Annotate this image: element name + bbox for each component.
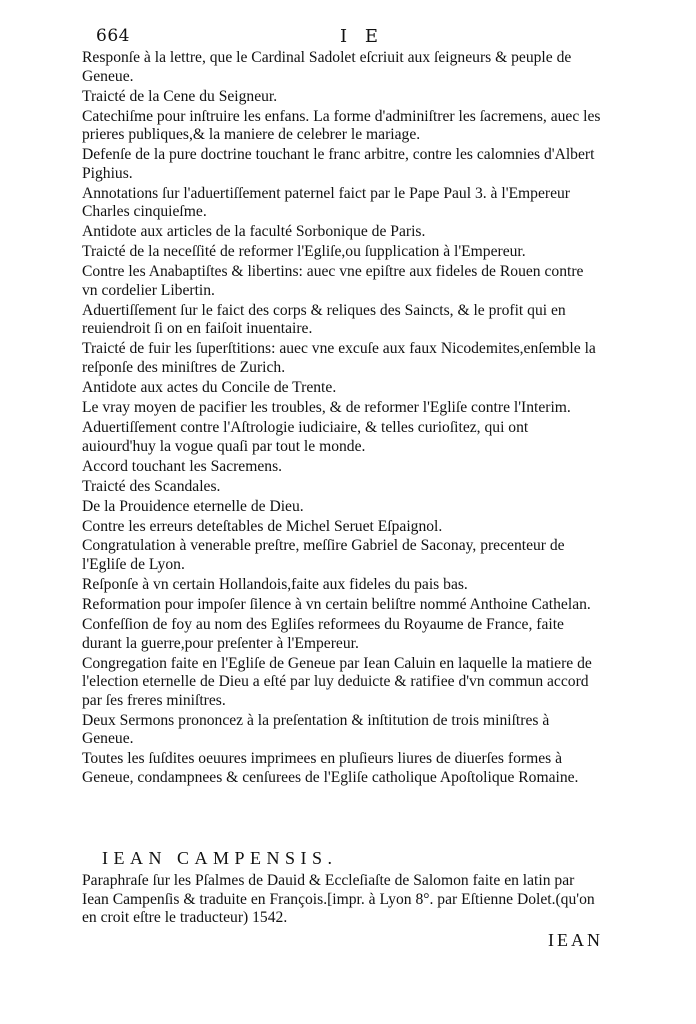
- bibliography-entry: Accord touchant les Sacremens.: [82, 457, 283, 475]
- bibliography-entry: Toutes les ſuſdites oeuures imprimees en pluſieurs liures de diuerſes formes à Geneue, condampnees & cenſurees de l'Egliſe catholique Apoſtolique Romaine.: [82, 750, 579, 786]
- bibliography-entry: De la Prouidence eternelle de Dieu.: [82, 497, 304, 515]
- bibliography-entry: Aduertiſſement ſur le faict des corps & reliques des Saincts, & le profit qui en reuiendroit ſi on en faiſoit inuentaire.: [82, 301, 566, 338]
- bibliography-entry: Catechiſme pour inſtruire les enfans. La forme d'adminiſtrer les ſacremens, auec les prieres publiques,& la maniere de celebrer le mariage.: [82, 107, 601, 144]
- bibliography-entry: Antidote aux articles de la faculté Sorbonique de Paris.: [82, 223, 426, 241]
- bibliography-entry: Contre les erreurs deteſtables de Michel Seruet Eſpaignol.: [82, 517, 443, 535]
- bibliography-entry: Confeſſion de foy au nom des Egliſes reformees du Royaume de France, faite durant la guerre,pour preſenter à l'Empereur.: [82, 616, 564, 652]
- bibliography-entry: Antidote aux actes du Concile de Trente.: [82, 379, 337, 396]
- bibliography-entry: Annotations ſur l'aduertiſſement paternel faict par le Pape Paul 3. à l'Empereur Charles cinquieſme.: [82, 184, 570, 221]
- bibliography-entry: Reformation pour impoſer ſilence à vn certain beliſtre nommé Anthoine Cathelan.: [82, 596, 591, 614]
- bibliography-entry: Traicté des Scandales.: [82, 477, 221, 495]
- bibliography-entry: Congratulation à venerable preſtre, meſſire Gabriel de Saconay, precenteur de l'Egliſe de Lyon.: [82, 537, 565, 574]
- bibliography-entry: Le vray moyen de pacifier les troubles, & de reformer l'Egliſe contre l'Interim.: [82, 398, 571, 416]
- bibliography-entry: Traicté de fuir les ſuperſtitions: auec vne excuſe aux faux Nicodemites,enſemble la reſponſe des miniſtres de Zurich.: [82, 340, 596, 377]
- bibliography-list: [82, 49, 602, 789]
- bibliography-entry: Aduertiſſement contre l'Aſtrologie iudiciaire, & telles curioſitez, qui ont auiourd'huy la vogue quaſi par tout le monde.: [82, 418, 529, 455]
- bibliography-entry: Traicté de la Cene du Seigneur.: [82, 87, 278, 105]
- bibliography-entry: Congregation faite en l'Egliſe de Geneue par Iean Caluin en laquelle la matiere de l'election eternelle de Dieu a eſté par luy deduicte & ratifiee d'vn commun accord par ſes freres miniſtres.: [82, 654, 592, 709]
- bibliography-entry: Paraphraſe ſur les Pſalmes de Dauid & Eccleſiaſte de Salomon faite en latin par Iean Campenſis & traduite en François.[impr. à Lyon 8°. par Eſtienne Dolet.(qu'on en croit eſtre le traducteur) 1542.: [82, 872, 595, 927]
- bibliography-entry: Deux Sermons prononcez à la preſentation & inſtitution de trois miniſtres à Geneue.: [82, 711, 550, 748]
- running-header: I E: [340, 26, 384, 47]
- bibliography-entry: Responſe à la lettre, que le Cardinal Sadolet eſcriuit aux ſeigneurs & peuple de Geneue.: [82, 49, 572, 85]
- bibliography-entry: Traicté de la neceſſité de reformer l'Egliſe,ou ſupplication à l'Empereur.: [82, 243, 526, 261]
- page-number: 664: [96, 26, 130, 46]
- bibliography-entry: Defenſe de la pure doctrine touchant le franc arbitre, contre les calomnies d'Albert Pighius.: [82, 146, 595, 182]
- bibliography-entry: Contre les Anabaptiſtes & libertins: auec vne epiſtre aux fideles de Rouen contre vn cordelier Libertin.: [82, 263, 584, 299]
- author-heading: IEAN CAMPENSIS.: [102, 848, 338, 868]
- bibliography-entry: Reſponſe à vn certain Hollandois,faite aux fideles du pais bas.: [82, 576, 468, 594]
- catchword: IEAN: [548, 930, 603, 950]
